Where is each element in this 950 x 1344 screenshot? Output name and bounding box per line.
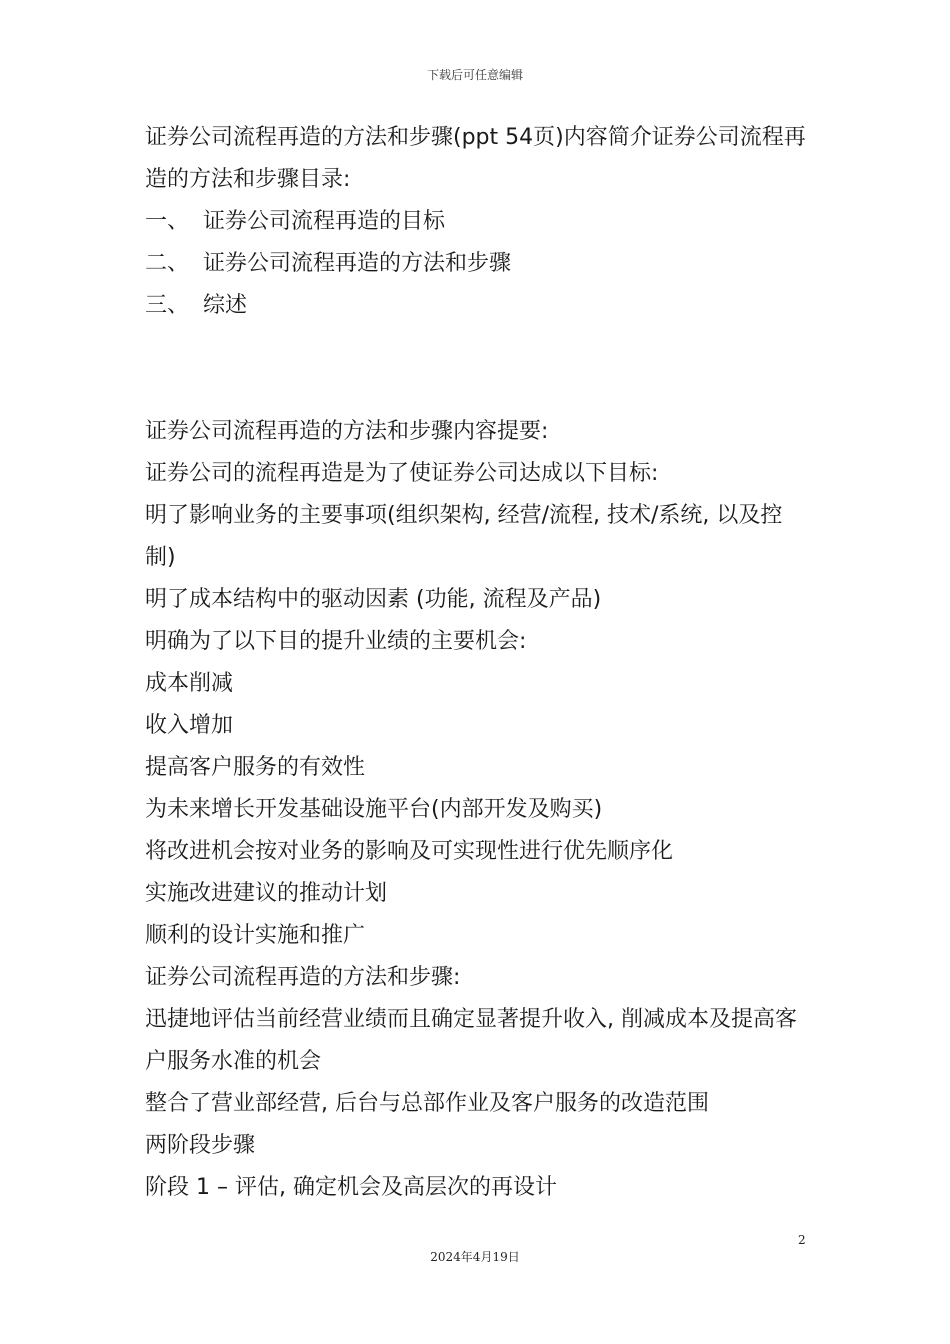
toc-label: 证券公司流程再造的目标 [203,209,446,234]
footer-date: 2024年4月19日 [430,1250,520,1264]
summary-goal-intro: 证券公司的流程再造是为了使证券公司达成以下目标: [145,461,659,486]
summary-heading: 证券公司流程再造的方法和步骤内容提要: [145,419,549,444]
summary-line: 收入增加 [145,713,234,738]
toc-label: 证券公司流程再造的方法和步骤 [203,251,512,276]
summary-line: 将改进机会按对业务的影响及可实现性进行优先顺序化 [145,839,674,864]
summary-line: 明了影响业务的主要事项(组织架构, 经营/流程, 技术/系统, 以及控制) [145,503,783,570]
toc-item-2 [145,243,810,285]
summary-line: 为未来增长开发基础设施平台(内部开发及购买) [145,797,603,822]
summary-line: 提高客户服务的有效性 [145,755,366,780]
spacer [145,327,810,411]
summary-line: 明确为了以下目的提升业绩的主要机会: [145,629,527,654]
summary-line: 顺利的设计实施和推广 [145,923,366,948]
methods-line: 整合了营业部经营, 后台与总部作业及客户服务的改造范围 [145,1091,709,1116]
toc-item-1 [145,201,810,243]
summary-line: 明了成本结构中的驱动因素 (功能, 流程及产品) [145,587,602,612]
summary-line: 实施改进建议的推动计划 [145,881,388,906]
methods-line: 迅捷地评估当前经营业绩而且确定显著提升收入, 削减成本及提高客户服务水准的机会 [145,1007,797,1074]
toc-item-3 [145,285,810,327]
toc-number: 三、 [145,293,190,318]
document-body [145,117,810,1209]
methods-line: 阶段 1 – 评估, 确定机会及高层次的再设计 [145,1175,557,1200]
toc-label: 综述 [203,293,248,318]
page-header: 下载后可任意编辑 [426,68,523,82]
toc-number: 一、 [145,209,190,234]
methods-heading: 证券公司流程再造的方法和步骤: [145,965,461,990]
intro-paragraph: 证券公司流程再造的方法和步骤(ppt 54页)内容简介证券公司流程再造的方法和步骤目录: [145,125,806,192]
summary-line: 成本削减 [145,671,234,696]
methods-line: 两阶段步骤 [145,1133,256,1158]
toc-number: 二、 [145,251,190,276]
page-number: 2 [798,1233,806,1247]
